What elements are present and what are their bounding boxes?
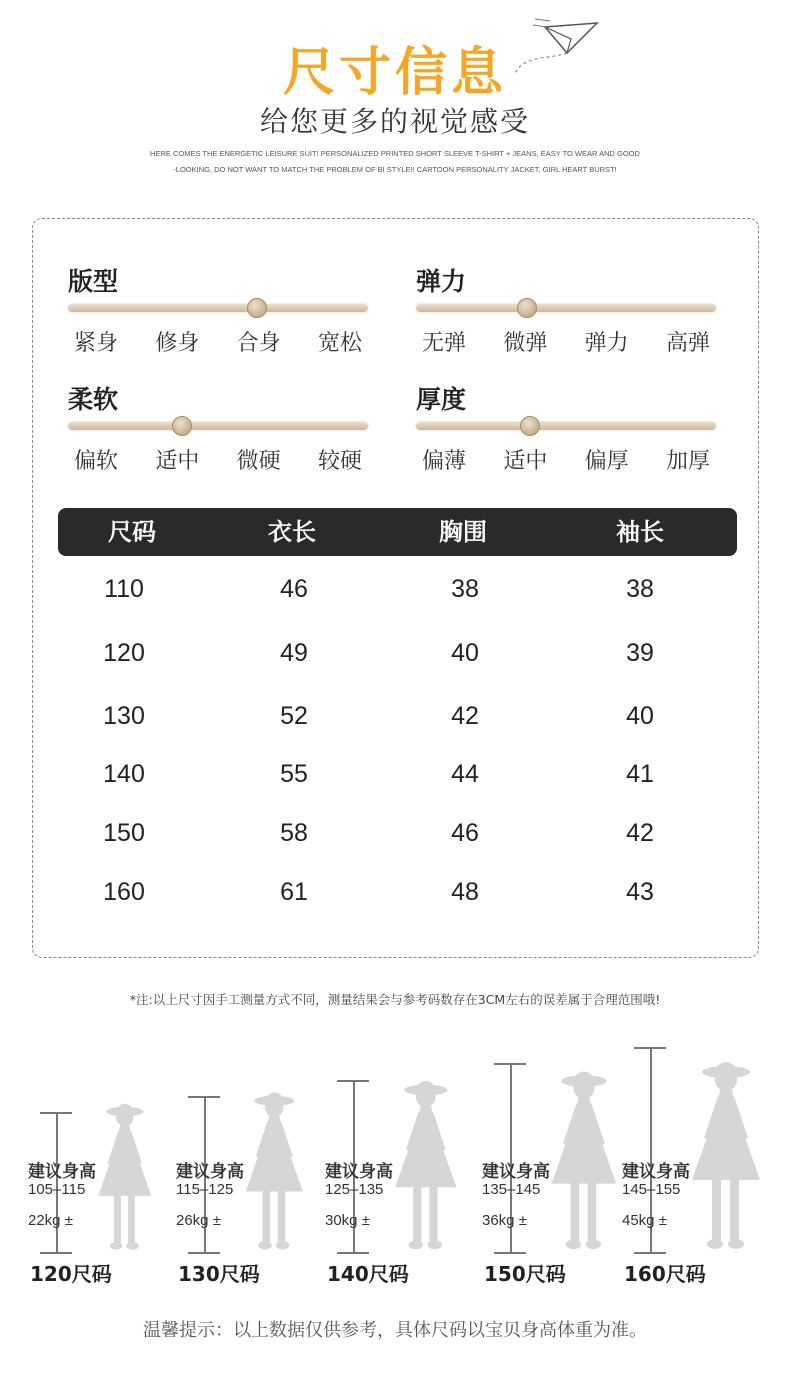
table-cell: 44 xyxy=(451,760,479,788)
ruler-cap xyxy=(494,1252,526,1254)
attribute-option: 较硬 xyxy=(317,449,362,474)
attribute-option: 修身 xyxy=(155,331,200,356)
slider-knob xyxy=(172,416,192,436)
ruler-cap xyxy=(494,1063,526,1065)
table-cell: 120 xyxy=(103,639,145,667)
attribute-name: 版型 xyxy=(68,267,119,296)
attribute-option: 合身 xyxy=(236,331,281,356)
table-cell: 130 xyxy=(103,702,145,730)
attribute-1 xyxy=(416,262,716,357)
slider-track xyxy=(68,422,368,430)
height-range: 115–125 xyxy=(176,1181,234,1198)
attribute-options xyxy=(68,444,368,475)
slider-knob xyxy=(520,416,540,436)
table-cell: 38 xyxy=(451,575,479,603)
attribute-option: 紧身 xyxy=(74,331,119,356)
table-cell: 48 xyxy=(451,878,479,906)
slider-track xyxy=(68,304,368,312)
english-line-1: HERE COMES THE ENERGETIC LEISURE SUIT! PERSONALIZED PRINTED SHORT SLEEVE T-SHIRT + JEANS, EASY TO WEAR AND GOOD xyxy=(150,149,640,158)
recommend-label: 建议身高 xyxy=(28,1162,96,1182)
table-cell: 150 xyxy=(103,819,145,847)
table-cell: 46 xyxy=(451,819,479,847)
slider-knob xyxy=(517,298,537,318)
english-line-2: -LOOKING, DO NOT WANT TO MATCH THE PROBLEM OF BI STYLE!! CARTOON PERSONALITY JACKET, GIRL HEART BURST! xyxy=(173,165,617,174)
header-sleeve: 袖长 xyxy=(616,518,664,546)
table-cell: 55 xyxy=(280,760,308,788)
slider-track xyxy=(416,422,716,430)
english-description xyxy=(140,146,650,178)
page-subtitle: 给您更多的视觉感受 xyxy=(259,105,530,138)
attribute-option: 弹力 xyxy=(584,331,629,356)
ruler-cap xyxy=(337,1252,369,1254)
size-label: 130尺码 xyxy=(178,1262,260,1286)
weight-value: 30kg ± xyxy=(325,1212,370,1229)
slider-knob xyxy=(247,298,267,318)
girl-silhouette-icon xyxy=(92,1096,154,1252)
attribute-name: 柔软 xyxy=(68,385,119,414)
weight-value: 36kg ± xyxy=(482,1212,527,1229)
table-cell: 42 xyxy=(626,819,654,847)
height-range: 135–145 xyxy=(482,1181,541,1198)
table-cell: 46 xyxy=(280,575,308,603)
size-label: 140尺码 xyxy=(327,1262,409,1286)
weight-value: 45kg ± xyxy=(622,1212,667,1229)
attribute-name: 厚度 xyxy=(416,385,467,414)
attribute-option: 适中 xyxy=(155,449,200,474)
attribute-option: 无弹 xyxy=(422,331,467,356)
table-cell: 39 xyxy=(626,639,654,667)
girl-silhouette-icon xyxy=(684,1052,764,1252)
paper-plane-icon xyxy=(505,15,605,85)
height-range: 145–155 xyxy=(622,1181,681,1198)
attribute-0 xyxy=(68,262,368,357)
attribute-2 xyxy=(68,380,368,475)
attribute-3 xyxy=(416,380,716,475)
attribute-option: 高弹 xyxy=(665,331,710,356)
table-cell: 160 xyxy=(103,878,145,906)
header-chest: 胸围 xyxy=(439,518,487,546)
attribute-option: 偏薄 xyxy=(422,449,467,474)
table-cell: 40 xyxy=(626,702,654,730)
table-cell: 58 xyxy=(280,819,308,847)
header-length: 衣长 xyxy=(268,518,316,546)
ruler-cap xyxy=(40,1252,72,1254)
table-cell: 110 xyxy=(104,575,144,603)
ruler-cap xyxy=(40,1112,72,1114)
size-table-header xyxy=(58,508,737,556)
size-label: 120尺码 xyxy=(30,1262,112,1286)
girl-silhouette-icon xyxy=(239,1084,306,1252)
ruler-cap xyxy=(337,1080,369,1082)
height-range: 125–135 xyxy=(325,1181,384,1198)
ruler-cap xyxy=(634,1047,666,1049)
attribute-name: 弹力 xyxy=(416,267,467,296)
attribute-option: 适中 xyxy=(503,449,548,474)
attribute-options xyxy=(416,444,716,475)
attribute-option: 微弹 xyxy=(503,331,548,356)
attribute-options xyxy=(416,326,716,357)
attribute-option: 微硬 xyxy=(236,449,281,474)
attribute-option: 宽松 xyxy=(317,331,362,356)
table-cell: 41 xyxy=(626,760,654,788)
recommend-label: 建议身高 xyxy=(176,1162,244,1182)
recommend-label: 建议身高 xyxy=(325,1162,393,1182)
measurement-note: *注:以上尺寸因手工测量方式不同，测量结果会与参考码数存在3CM左右的误差属于合理范围哦! xyxy=(129,992,661,1007)
attribute-options xyxy=(68,326,368,357)
attribute-option: 加厚 xyxy=(665,449,710,474)
slider-track xyxy=(416,304,716,312)
header-size: 尺码 xyxy=(108,518,156,546)
ruler-cap xyxy=(188,1252,220,1254)
attribute-slider xyxy=(68,420,368,432)
attribute-option: 偏软 xyxy=(74,449,119,474)
girl-silhouette-icon xyxy=(388,1072,460,1252)
recommend-label: 建议身高 xyxy=(482,1162,550,1182)
size-label: 160尺码 xyxy=(624,1262,706,1286)
height-range: 105–115 xyxy=(28,1181,86,1198)
attribute-slider xyxy=(416,420,716,432)
attribute-option: 偏厚 xyxy=(584,449,629,474)
size-label: 150尺码 xyxy=(484,1262,566,1286)
table-cell: 40 xyxy=(451,639,479,667)
attribute-slider xyxy=(416,302,716,314)
table-cell: 61 xyxy=(280,878,308,906)
page-title: 尺寸信息 xyxy=(282,43,507,103)
table-cell: 42 xyxy=(451,702,479,730)
table-cell: 140 xyxy=(103,760,145,788)
table-cell: 49 xyxy=(280,639,308,667)
girl-silhouette-icon xyxy=(544,1062,620,1252)
table-cell: 38 xyxy=(626,575,654,603)
ruler-cap xyxy=(188,1096,220,1098)
ruler-cap xyxy=(634,1252,666,1254)
warm-tip: 温馨提示：以上数据仅供参考，具体尺码以宝贝身高体重为准。 xyxy=(143,1320,647,1341)
table-cell: 43 xyxy=(626,878,654,906)
attribute-slider xyxy=(68,302,368,314)
weight-value: 26kg ± xyxy=(176,1212,221,1229)
recommend-label: 建议身高 xyxy=(622,1162,690,1182)
table-cell: 52 xyxy=(280,702,308,730)
weight-value: 22kg ± xyxy=(28,1212,73,1229)
